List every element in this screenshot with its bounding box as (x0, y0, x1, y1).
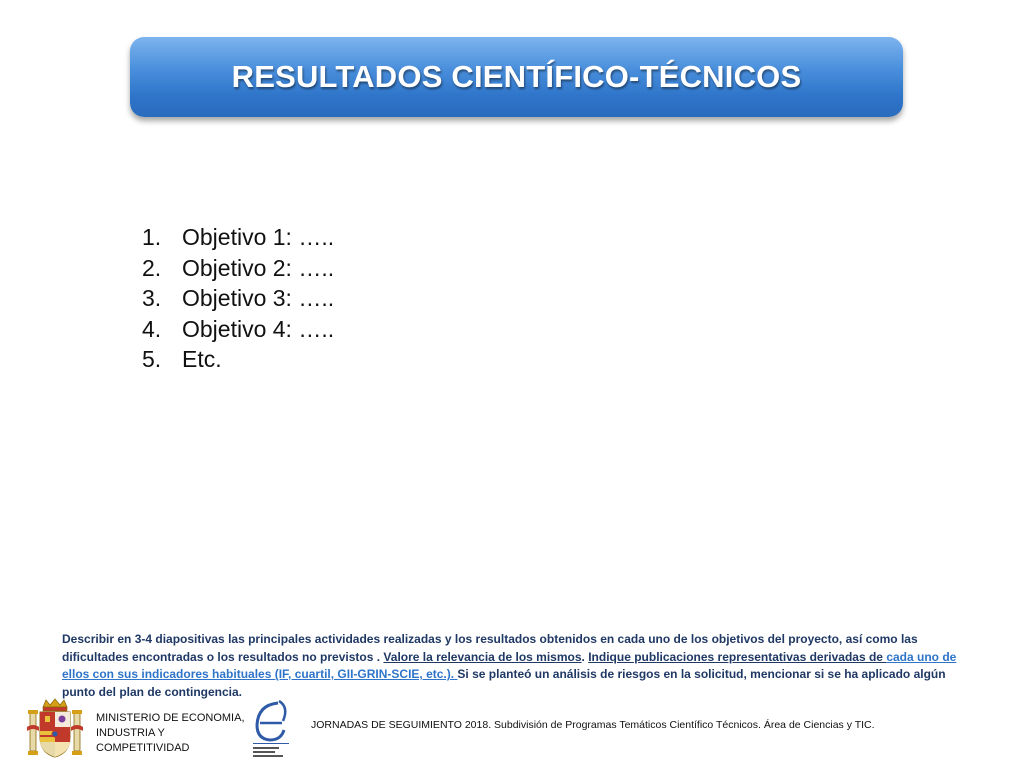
list-item-label: Etc. (182, 346, 222, 372)
list-number: 5. (142, 346, 162, 372)
instructions-note (62, 631, 967, 701)
list-item (142, 314, 334, 345)
ministry-line: MINISTERIO DE ECONOMIA, (96, 712, 245, 724)
ministry-name (96, 711, 246, 756)
list-item (142, 283, 334, 314)
note-text: Describir en 3-4 diapositivas las principales actividades realizadas y los resultados obtenidos en cada uno de los objetivos del proyecto, así como las dificultades encontradas o los resultados no previstos . (62, 632, 918, 664)
note-emphasis-publications: Indique publicaciones representativas derivadas de (588, 649, 887, 664)
list-number: 2. (142, 254, 162, 281)
list-item (142, 253, 334, 284)
note-text: Si se planteó un análisis de riesgos en la solicitud, mencionar si se ha aplicado algún punto del plan de contingencia. (62, 667, 946, 699)
list-number: 4. (142, 315, 162, 342)
event-footer: JORNADAS DE SEGUIMIENTO 2018. Subdivisión de Programas Temáticos Científico Técnicos. Área de Ciencias y TIC. (311, 719, 875, 731)
ministry-line: INDUSTRIA Y (96, 727, 165, 739)
list-item-label: Objetivo 1: ….. (182, 224, 335, 250)
note-emphasis-relevance: Valore la relevancia de los mismos (383, 649, 582, 664)
list-item (142, 344, 334, 375)
list-item (142, 222, 334, 253)
list-number: 3. (142, 285, 162, 311)
list-item-label: Objetivo 4: ….. (182, 315, 335, 342)
list-item-label: Objetivo 2: ….. (182, 254, 335, 281)
slide-title: RESULTADOS CIENTÍFICO-TÉCNICOS (231, 59, 802, 94)
list-item-label: Objetivo 3: ….. (182, 285, 335, 311)
note-text: . (581, 649, 589, 664)
list-number: 1. (142, 224, 162, 250)
spain-coat-of-arms-icon (26, 697, 84, 759)
note-link-indicators[interactable]: cada uno de ellos con sus indicadores habituales (IF, cuartil, GII-GRIN-SCIE, etc.). (62, 649, 957, 681)
title-banner (130, 37, 903, 117)
objectives-list (142, 222, 334, 375)
ministry-line: COMPETITIVIDAD (96, 742, 190, 754)
aei-logo-icon (248, 697, 294, 763)
